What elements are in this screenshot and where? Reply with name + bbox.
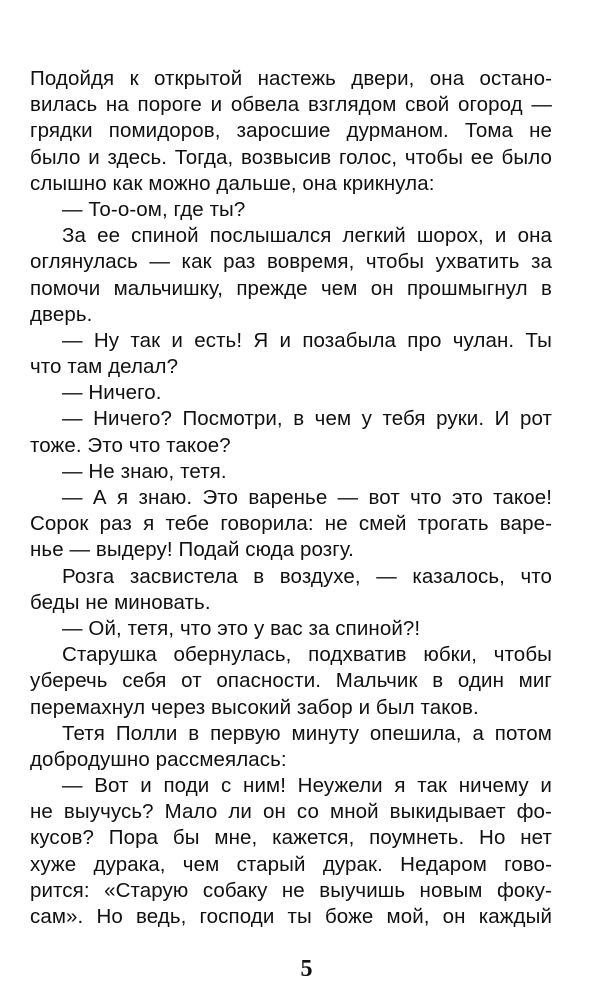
text-line: — Не знаю, тетя. — [62, 459, 227, 483]
text-line: помочи мальчишку, прежде чем он прошмыгнул в — [30, 276, 552, 300]
text-line: — Ничего? Посмотри, в чем у тебя руки. И рот — [62, 407, 552, 431]
text-line: рится: «Старую собаку не выучишь новым фоку- — [30, 878, 552, 902]
text-line: было и здесь. Тогда, возвысив голос, чтобы ее было — [30, 145, 552, 169]
text-line: сам». Но ведь, господи ты боже мой, он каждый — [30, 905, 552, 928]
text-line: беды не миновать. — [30, 590, 211, 614]
text-line: вилась на пороге и обвела взглядом свой огород — — [30, 93, 552, 117]
text-line: — А я знаю. Это варенье — вот что это такое! — [62, 486, 552, 509]
text-line: грядки помидоров, заросшие дурманом. Тома не — [30, 119, 552, 143]
page-number: 5 — [300, 956, 313, 982]
text-line: добродушно рассмеялась: — [30, 747, 287, 771]
text-line: Подойдя к открытой настежь двери, она остано- — [30, 67, 552, 90]
text-line: уберечь себя от опасности. Мальчик в один миг — [30, 669, 552, 693]
text-line: Старушка обернулась, подхватив юбки, чтобы — [62, 643, 552, 667]
text-line: тоже. Это что такое? — [30, 433, 231, 457]
text-line: Тетя Полли в первую минуту опешила, а потом — [62, 721, 552, 745]
text-line: — Ой, тетя, что это у вас за спиной?! — [62, 616, 421, 640]
text-line: За ее спиной послышался легкий шорох, и она — [62, 224, 552, 248]
text-line: нье — выдеру! Подай сюда розгу. — [30, 538, 354, 562]
text-line: что там делал? — [30, 355, 179, 379]
text-line: — То-о-ом, где ты? — [62, 197, 246, 221]
body-text — [30, 66, 552, 930]
text-line: — Ничего. — [62, 381, 162, 405]
text-line: Сорок раз я тебе говорила: не смей трогать варе- — [30, 512, 552, 536]
text-line: хуже дурака, чем старый дурак. Недаром гово- — [30, 852, 552, 876]
text-line: дверь. — [30, 302, 93, 326]
text-line: Розга засвистела в воздухе, — казалось, что — [62, 564, 552, 588]
text-line: оглянулась — как раз вовремя, чтобы ухватить за — [30, 250, 552, 274]
text-line: слышно как можно дальше, она крикнула: — [30, 171, 435, 195]
text-line: — Ну так и есть! Я и позабыла про чулан. Ты — [62, 328, 552, 352]
text-line: — Вот и поди с ним! Неужели я так ничему и — [62, 774, 552, 798]
text-line: кусов? Пора бы мне, кажется, поумнеть. Но нет — [30, 826, 552, 850]
text-line: не выучусь? Мало ли он со мной выкидывает фо- — [30, 800, 552, 824]
text-line: перемахнул через высокий забор и был таков. — [30, 695, 479, 719]
